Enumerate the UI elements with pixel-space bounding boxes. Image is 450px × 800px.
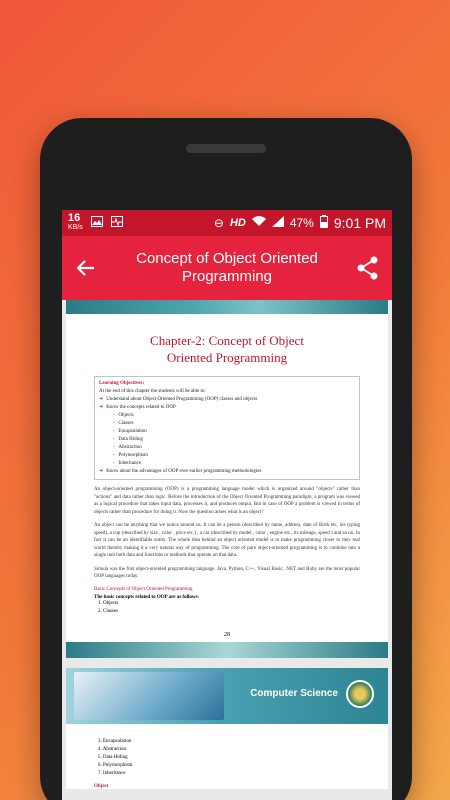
- list-item: 2. Classes: [98, 608, 118, 614]
- concept-item: - Objects: [113, 413, 134, 418]
- objectives-title: Learning Objectives:: [99, 381, 145, 386]
- emblem-icon: [346, 680, 374, 708]
- network-speed: [68, 214, 83, 232]
- page-title: Concept of Object Oriented Programming: [136, 250, 318, 285]
- share-button[interactable]: [354, 254, 382, 282]
- app-bar: [62, 236, 392, 300]
- lab-photo: [74, 672, 224, 720]
- wifi-icon: [252, 216, 266, 230]
- activity-icon: [111, 216, 123, 230]
- list-item: 6. Polymorphism: [98, 762, 133, 768]
- objectives-intro: At the end of this chapter the students will be able to:: [99, 389, 206, 394]
- concept-item: - Polymorphism: [113, 453, 148, 458]
- objective-item: [99, 404, 355, 412]
- computer-science-banner: [66, 668, 388, 724]
- list-item: 1. Objects: [98, 600, 119, 606]
- clock: 9:01 PM: [333, 215, 386, 231]
- status-bar: [62, 210, 392, 236]
- minus-icon: ⊖: [213, 216, 224, 230]
- speed-value: 16: [68, 212, 81, 224]
- concept-item: - Encapsulation: [113, 429, 147, 434]
- concept-item: - Abstraction: [113, 445, 142, 450]
- battery-icon: [320, 215, 328, 231]
- objective-text: Know about the advantages of OOP over earlier programming methodologies: [106, 469, 262, 474]
- gallery-icon: [91, 216, 103, 230]
- speed-unit: KB/s: [68, 224, 83, 231]
- share-icon: [357, 256, 379, 280]
- phone-speaker: [186, 144, 266, 153]
- paragraph: An object can be anything that we notice around us. It can be a person (described by name, address, date of Birth etc, his typing speed), a cup (described by size , color , price etc.) , a car (described by model , color , engine etc., its mileage, speed ) and so on. In fact it can be an identifiable entity. The whole idea behind an object oriented model is to make programming closer to they real world thereby making it a very natural way of programming. The core of pure object-oriented programming is to combine into a single unit both data and functions or methods that operate on that data.: [94, 523, 360, 558]
- footer-banner: [66, 642, 388, 658]
- header-banner: [66, 300, 388, 314]
- page-gap: [62, 658, 392, 668]
- list-item: 4. Abstraction: [98, 746, 127, 752]
- objective-text: Know the concepts related to OOP: [106, 405, 176, 410]
- document-page: [66, 300, 388, 789]
- document-viewer[interactable]: [62, 300, 392, 800]
- section-heading: Object: [94, 783, 109, 789]
- arrow-right-icon: ➔: [99, 397, 104, 402]
- list-item: 7. Inheritance: [98, 770, 126, 776]
- page-number: 28: [224, 631, 230, 638]
- paragraph: An object-oriented programming (OOP) is a programming language model which is organized around "objects" rather than "actions" and data rather than logic. Before the introduction of the Object Oriented Programming paradigm, a program was viewed as a logical procedure that takes input data, processes it, and produces output. But in case of OOP a problem is viewed in terms of objects rather than procedure for doing it. Now the question arises what is an object?: [94, 487, 360, 515]
- concept-item: - Inheritance: [113, 461, 141, 466]
- list-item: 5. Data Hiding: [98, 754, 128, 760]
- chapter-line-1: Chapter-2: Concept of Object: [150, 333, 304, 348]
- arrow-right-icon: ➔: [99, 405, 104, 410]
- section-intro: The basic concepts related to OOP are as follows:: [94, 594, 200, 600]
- learning-objectives-box: [94, 376, 360, 480]
- objective-item: [99, 396, 355, 404]
- banner-title: Computer Science: [250, 687, 338, 699]
- hd-label: HD: [229, 217, 246, 229]
- objective-item: [99, 468, 355, 476]
- chapter-line-2: Oriented Programming: [166, 350, 288, 365]
- chapter-title: [94, 332, 360, 366]
- arrow-right-icon: ➔: [99, 469, 104, 474]
- numbered-list-continued: [94, 738, 360, 778]
- arrow-left-icon: [77, 260, 95, 276]
- concept-item: - Classes: [113, 421, 134, 426]
- section-heading: Basic Concepts of Object Oriented Programming: [94, 586, 193, 592]
- phone-screen: [62, 210, 392, 800]
- concept-item: - Data Hiding: [113, 437, 143, 442]
- battery-percent: 47%: [289, 216, 314, 230]
- signal-icon: [272, 216, 284, 230]
- list-item: 3. Encapsulation: [98, 738, 132, 744]
- paragraph: Simula was the first object-oriented programming language. Java, Python, C++, Visual Basic, .NET and Ruby are the most popular OOP languages today.: [94, 566, 360, 579]
- objective-text: Understand about Object Oriented Programming (OOP) classes and objects: [106, 397, 258, 402]
- back-button[interactable]: [72, 254, 100, 282]
- numbered-list: [94, 600, 360, 616]
